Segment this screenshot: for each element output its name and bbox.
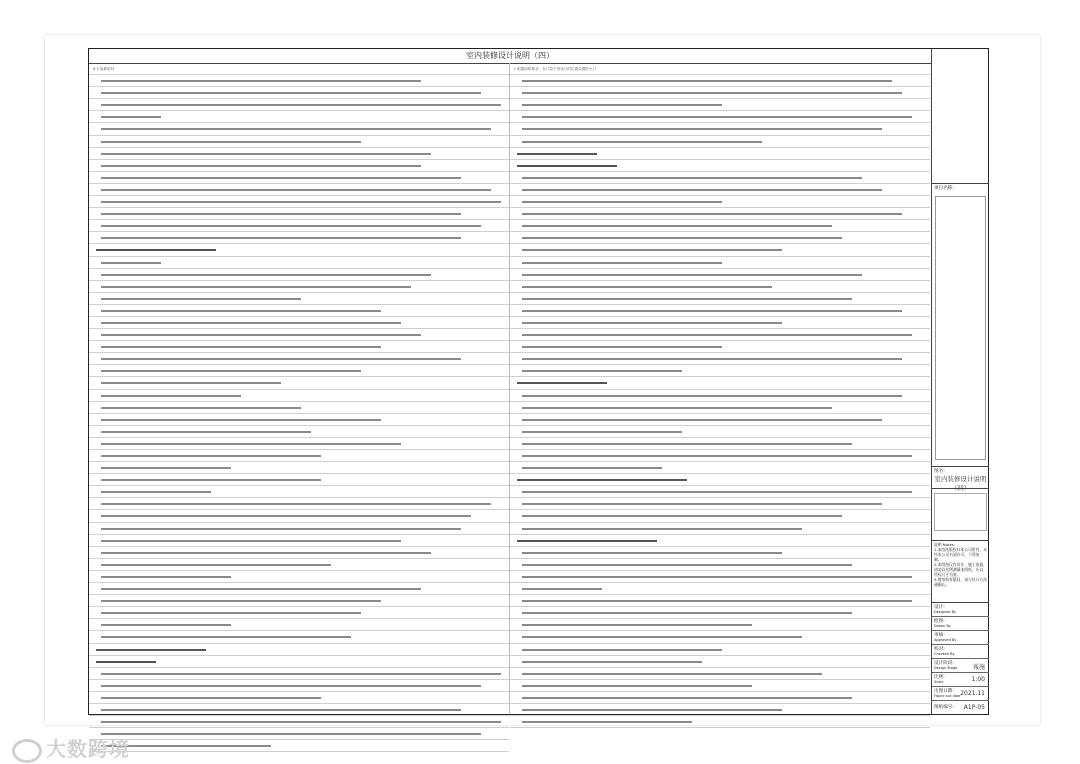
text-line-stroke <box>522 649 722 651</box>
text-line <box>510 341 930 353</box>
text-line-stroke <box>101 286 411 288</box>
number-label: 图纸编号: <box>934 705 954 710</box>
text-line <box>89 305 509 317</box>
notes-content <box>89 63 931 714</box>
text-line <box>89 595 509 607</box>
text-line <box>510 390 930 402</box>
text-line-stroke <box>101 552 431 554</box>
text-line <box>89 99 509 111</box>
text-line <box>510 136 930 148</box>
scale-value: 1:00 <box>971 676 985 683</box>
text-line-stroke <box>101 358 461 360</box>
text-line-stroke <box>522 515 842 517</box>
blank-area <box>932 49 989 184</box>
number-row <box>932 701 989 714</box>
text-line <box>89 365 509 377</box>
text-line <box>510 75 930 87</box>
text-line <box>510 99 930 111</box>
text-line <box>510 377 930 389</box>
text-line-stroke <box>101 177 461 179</box>
text-line-stroke <box>101 636 351 638</box>
note-3: 3.图纸如有疑问，请与设计方沟通确认。 <box>934 577 987 587</box>
text-line-stroke <box>101 334 421 336</box>
text-line <box>510 510 930 522</box>
drawing-name-label: 图名: <box>934 469 945 474</box>
text-line <box>89 426 509 438</box>
number-value: A1P-05 <box>963 704 985 711</box>
text-line-stroke <box>101 92 481 94</box>
text-line <box>89 329 509 341</box>
approved-row <box>932 631 989 645</box>
text-line <box>510 353 930 365</box>
text-line <box>510 583 930 595</box>
text-line <box>510 414 930 426</box>
text-line <box>89 438 509 450</box>
text-line <box>510 692 930 704</box>
text-line-stroke <box>101 128 491 130</box>
text-line-stroke <box>522 685 752 687</box>
text-line <box>510 365 930 377</box>
text-line-stroke <box>101 201 501 203</box>
text-line <box>89 75 509 87</box>
text-line-stroke <box>522 370 682 372</box>
text-line <box>89 196 509 208</box>
text-line-stroke <box>522 225 832 227</box>
checked-en: Checked By <box>934 652 955 656</box>
text-line <box>89 656 509 668</box>
text-line <box>89 317 509 329</box>
text-line <box>510 680 930 692</box>
text-line <box>89 559 509 571</box>
text-line-stroke <box>101 395 241 397</box>
date-label: 出图日期: <box>934 689 954 694</box>
text-line <box>89 148 509 160</box>
right-intro: c 根据消防要求，在门控不得设计的位置设置防火门 <box>510 63 930 75</box>
text-line-stroke <box>101 709 461 711</box>
text-line <box>89 728 509 740</box>
text-line <box>510 486 930 498</box>
text-line-stroke <box>101 116 161 118</box>
text-line <box>89 353 509 365</box>
text-line <box>89 208 509 220</box>
text-line <box>89 716 509 728</box>
project-name-field <box>935 196 986 460</box>
text-line <box>510 498 930 510</box>
text-line-stroke <box>101 685 481 687</box>
left-lines <box>89 75 509 752</box>
text-line <box>89 474 509 486</box>
text-line <box>510 656 930 668</box>
text-line-stroke <box>522 491 912 493</box>
text-line <box>89 510 509 522</box>
text-line <box>89 692 509 704</box>
text-line-stroke <box>522 286 772 288</box>
text-line <box>89 631 509 643</box>
text-line <box>510 559 930 571</box>
text-line-stroke <box>101 721 501 723</box>
text-line-stroke <box>101 310 381 312</box>
text-line-stroke <box>522 213 902 215</box>
text-line <box>510 571 930 583</box>
text-line-stroke <box>96 249 216 251</box>
text-line-stroke <box>522 576 912 578</box>
text-line-stroke <box>96 649 206 651</box>
text-line-stroke <box>522 600 912 602</box>
text-line-stroke <box>101 503 491 505</box>
left-column <box>89 63 510 714</box>
text-line <box>89 377 509 389</box>
text-line-stroke <box>101 80 421 82</box>
text-line <box>89 257 509 269</box>
text-line <box>89 281 509 293</box>
text-line-stroke <box>522 503 882 505</box>
text-line-stroke <box>517 479 687 481</box>
text-line <box>89 450 509 462</box>
text-line-stroke <box>101 697 321 699</box>
text-line-stroke <box>522 431 682 433</box>
text-line-stroke <box>522 237 842 239</box>
text-line-stroke <box>101 141 361 143</box>
text-line-stroke <box>522 92 902 94</box>
text-line-stroke <box>522 419 882 421</box>
text-line <box>510 595 930 607</box>
stage-label: 设计阶段: <box>934 661 954 666</box>
text-line <box>510 281 930 293</box>
drawing-title: 室内装修设计说明（四） <box>89 49 931 64</box>
stage-en: Design Stage <box>934 666 958 670</box>
text-line-stroke <box>101 189 491 191</box>
text-line-stroke <box>522 104 722 106</box>
text-line <box>89 644 509 656</box>
approved-en: Approved By <box>934 638 957 642</box>
text-line <box>89 123 509 135</box>
text-line-stroke <box>101 624 231 626</box>
stage-value: 報施 <box>972 664 985 671</box>
text-line-stroke <box>101 298 301 300</box>
text-line <box>510 329 930 341</box>
text-line <box>89 462 509 474</box>
project-name-label: 项目名称: <box>934 186 954 191</box>
text-line <box>89 498 509 510</box>
note-2: 2.本图纸仅作设计、施工依据，请勿以比例测量本图纸，应以所标尺寸为准。 <box>934 562 987 577</box>
text-line <box>89 680 509 692</box>
text-line-stroke <box>522 310 902 312</box>
text-line <box>510 257 930 269</box>
text-line <box>510 631 930 643</box>
drawn-label: 绘图: <box>934 619 945 624</box>
text-line <box>89 535 509 547</box>
text-line-stroke <box>101 673 501 675</box>
text-line-stroke <box>517 540 657 542</box>
scale-en: Scale <box>934 680 944 684</box>
text-line <box>510 293 930 305</box>
text-line <box>510 232 930 244</box>
text-line-stroke <box>522 201 722 203</box>
text-line <box>510 87 930 99</box>
text-line <box>89 583 509 595</box>
text-line-stroke <box>522 116 912 118</box>
text-line <box>89 269 509 281</box>
drawing-name-box <box>932 467 989 492</box>
text-line-stroke <box>522 564 852 566</box>
text-line <box>89 220 509 232</box>
text-line-stroke <box>101 431 311 433</box>
text-line <box>510 668 930 680</box>
text-line <box>510 438 930 450</box>
text-line <box>510 220 930 232</box>
text-line <box>89 244 509 256</box>
date-en: Figure out date <box>934 694 961 698</box>
text-line-stroke <box>101 346 381 348</box>
right-lines <box>510 75 930 728</box>
text-line-stroke <box>101 576 231 578</box>
text-line-stroke <box>522 80 892 82</box>
text-line-stroke <box>522 346 722 348</box>
text-line-stroke <box>522 624 752 626</box>
text-line-stroke <box>522 395 902 397</box>
text-line-stroke <box>101 237 461 239</box>
text-line-stroke <box>522 636 802 638</box>
watermark-logo-icon <box>12 739 42 763</box>
text-line <box>89 184 509 196</box>
watermark: 大数跨境 <box>12 733 130 763</box>
text-line <box>89 390 509 402</box>
project-name-box <box>932 184 989 467</box>
text-line-stroke <box>522 612 852 614</box>
text-line <box>510 123 930 135</box>
text-line-stroke <box>522 274 862 276</box>
title-block <box>931 49 989 714</box>
text-line <box>89 523 509 535</box>
text-line <box>89 87 509 99</box>
text-line-stroke <box>522 697 852 699</box>
text-line-stroke <box>101 479 321 481</box>
text-line-stroke <box>96 661 156 663</box>
text-line-stroke <box>522 128 882 130</box>
text-line-stroke <box>522 588 602 590</box>
text-line-stroke <box>522 443 852 445</box>
text-line-stroke <box>522 709 782 711</box>
text-line-stroke <box>101 564 331 566</box>
text-line-stroke <box>101 455 321 457</box>
text-line <box>510 305 930 317</box>
text-line <box>510 704 930 716</box>
date-row <box>932 687 989 701</box>
left-intro: 6.3 装修用材 <box>89 63 509 75</box>
text-line-stroke <box>522 262 722 264</box>
drawn-en: Drawn By <box>934 624 951 628</box>
text-line <box>89 704 509 716</box>
text-line <box>510 716 930 728</box>
text-line-stroke <box>522 407 832 409</box>
text-line <box>510 523 930 535</box>
text-line-stroke <box>522 177 862 179</box>
text-line-stroke <box>101 540 401 542</box>
text-line <box>510 547 930 559</box>
notes-header: 说明 Notes: <box>934 542 956 547</box>
date-value: 2021.11 <box>960 690 985 697</box>
text-line <box>89 293 509 305</box>
text-line-stroke <box>522 322 782 324</box>
text-line-stroke <box>101 213 461 215</box>
right-column <box>510 63 930 714</box>
text-line <box>510 426 930 438</box>
text-line <box>510 619 930 631</box>
text-line-stroke <box>522 661 702 663</box>
text-line <box>510 148 930 160</box>
text-line <box>89 668 509 680</box>
text-line-stroke <box>101 419 381 421</box>
checked-row <box>932 645 989 659</box>
text-line-stroke <box>101 600 381 602</box>
note-1: 1.本图纸版权归本公司所有，未经本公司书面许可，不得复制。 <box>934 547 987 562</box>
text-line-stroke <box>522 249 782 251</box>
text-line <box>510 208 930 220</box>
scale-label: 比例: <box>934 675 945 680</box>
text-line <box>510 402 930 414</box>
notes-box <box>932 541 989 603</box>
stage-row <box>932 659 989 673</box>
drawn-row <box>932 617 989 631</box>
text-line <box>89 414 509 426</box>
text-line-stroke <box>101 407 301 409</box>
text-line <box>89 172 509 184</box>
text-line-stroke <box>101 370 361 372</box>
text-line-stroke <box>101 491 211 493</box>
text-line-stroke <box>522 467 662 469</box>
text-line-stroke <box>522 358 902 360</box>
text-line <box>89 136 509 148</box>
text-line-stroke <box>101 528 461 530</box>
text-line <box>510 474 930 486</box>
text-line-stroke <box>101 165 421 167</box>
text-line-stroke <box>522 298 852 300</box>
drawing-name: 室内装修设计说明（四） <box>934 475 987 492</box>
text-line <box>510 269 930 281</box>
text-line <box>89 402 509 414</box>
text-line-stroke <box>101 612 361 614</box>
text-line-stroke <box>522 141 762 143</box>
text-line <box>510 160 930 172</box>
text-line-stroke <box>522 528 802 530</box>
text-line-stroke <box>522 334 912 336</box>
text-line <box>510 317 930 329</box>
text-line <box>89 571 509 583</box>
text-line-stroke <box>522 552 782 554</box>
text-line <box>510 244 930 256</box>
design-label: 设计: <box>934 605 945 610</box>
text-line-stroke <box>101 262 161 264</box>
text-line <box>89 607 509 619</box>
text-line <box>510 607 930 619</box>
text-line <box>89 111 509 123</box>
text-line-stroke <box>101 443 401 445</box>
text-line-stroke <box>101 153 431 155</box>
text-line <box>89 232 509 244</box>
approved-label: 审核: <box>934 633 945 638</box>
text-line <box>89 740 509 752</box>
text-line-stroke <box>517 382 607 384</box>
text-line <box>510 172 930 184</box>
scale-row <box>932 673 989 687</box>
text-line-stroke <box>522 673 822 675</box>
text-line-stroke <box>101 225 481 227</box>
text-line <box>510 184 930 196</box>
text-line-stroke <box>101 733 481 735</box>
text-line <box>89 341 509 353</box>
text-line <box>510 450 930 462</box>
text-line <box>510 462 930 474</box>
text-line-stroke <box>101 274 431 276</box>
text-line <box>510 535 930 547</box>
text-line-stroke <box>517 153 597 155</box>
text-line-stroke <box>522 721 692 723</box>
text-line-stroke <box>101 322 401 324</box>
text-line-stroke <box>101 515 471 517</box>
text-line <box>510 111 930 123</box>
text-line <box>89 160 509 172</box>
drawing-frame <box>88 48 989 715</box>
text-line-stroke <box>101 588 421 590</box>
text-line <box>510 644 930 656</box>
text-line <box>89 486 509 498</box>
text-line <box>89 619 509 631</box>
text-line-stroke <box>522 455 912 457</box>
design-row <box>932 603 989 617</box>
text-line <box>510 196 930 208</box>
text-line-stroke <box>522 189 882 191</box>
text-line-stroke <box>517 165 617 167</box>
design-en: Designed By <box>934 610 957 614</box>
text-line-stroke <box>101 104 501 106</box>
text-line-stroke <box>101 382 281 384</box>
revision-table <box>932 489 989 541</box>
text-line <box>89 547 509 559</box>
checked-label: 校对: <box>934 647 945 652</box>
text-line-stroke <box>101 467 231 469</box>
